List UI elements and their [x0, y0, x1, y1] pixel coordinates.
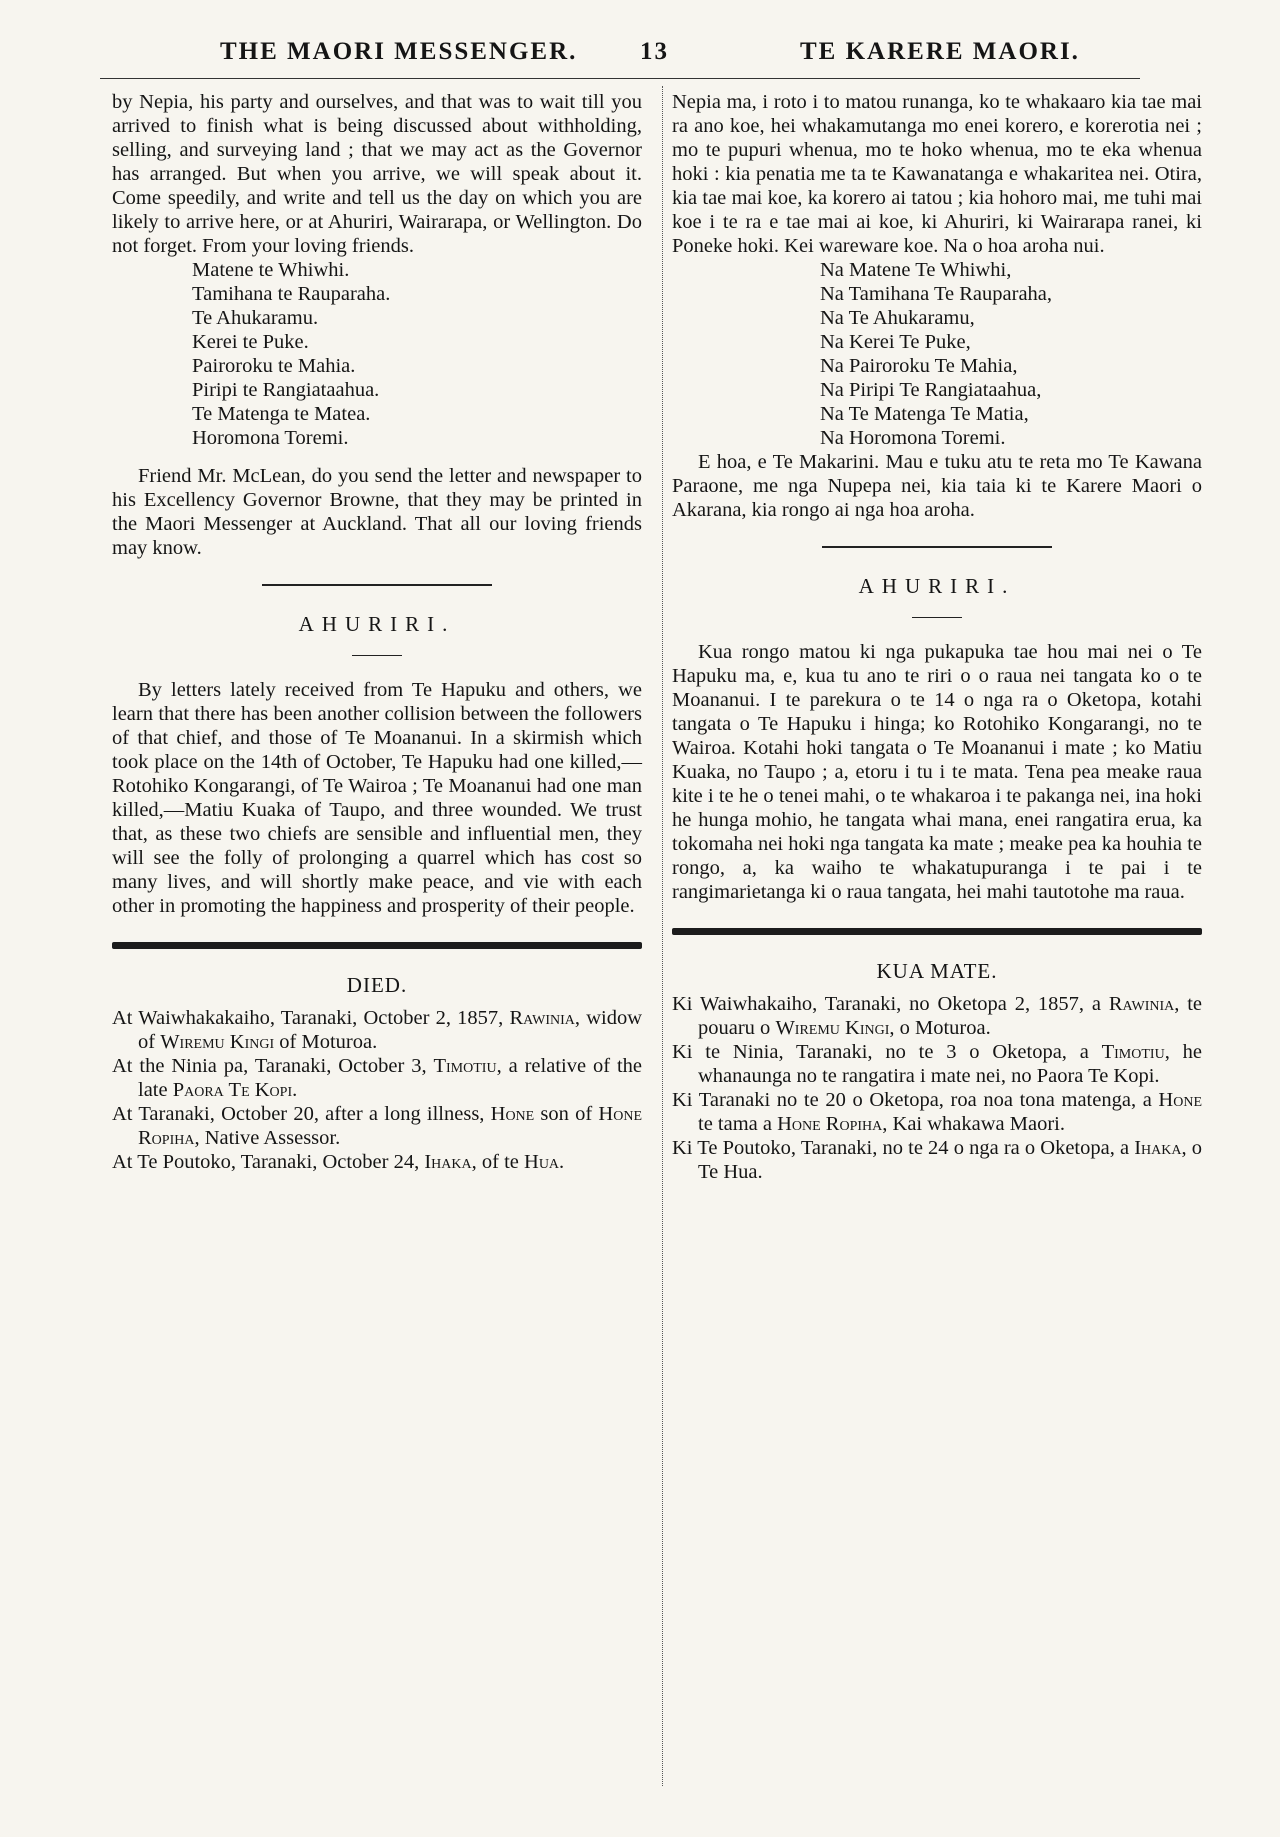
death-name: Ihaka [424, 1151, 472, 1173]
death-notice [672, 992, 1202, 1040]
page-header [100, 38, 1150, 78]
death-notice [672, 1088, 1202, 1136]
death-name: Hone [1158, 1089, 1202, 1111]
signatory: Na Tamihana Te Rauparaha, [820, 283, 1053, 305]
death-text: Ki Taranaki no te 20 o Oketopa, roa noa tona matenga, a [672, 1089, 1159, 1111]
heavy-divider [672, 928, 1202, 935]
death-name: Ihaka [1134, 1137, 1182, 1159]
signatory: Na Matene Te Whiwhi, [820, 259, 1012, 281]
deaths-title: KUA MATE. [876, 959, 998, 983]
signatory: Matene te Whiwhi. [192, 259, 350, 281]
signatory: Tamihana te Rauparaha. [192, 283, 391, 305]
death-text: , widow of [138, 1007, 642, 1053]
death-text: , o Te Hua. [698, 1137, 1202, 1183]
signatory: Na Te Ahukaramu, [820, 307, 975, 329]
section-title: AHURIRI. [298, 612, 456, 636]
death-text: At the Ninia pa, Taranaki, October 3, [112, 1055, 434, 1077]
death-name: Rawinia [1108, 993, 1175, 1015]
english-column [112, 90, 642, 1174]
postscript-paragraph: E hoa, e Te Makarini. Mau e tuku atu te reta mo Te Kawana Paraone, me nga Nupepa nei, kia taia ki te Karere Maori o Akarana, kia rongo ai nga hoa aroha. [672, 451, 1202, 521]
death-text: At Waiwhakakaiho, Taranaki, October 2, 1857, [112, 1007, 510, 1029]
death-text: , o Moturoa. [889, 1017, 991, 1039]
signatory: Na Kerei Te Puke, [820, 331, 971, 353]
title-underline [352, 655, 402, 656]
maori-column [672, 90, 1202, 1184]
signatory: Na Piripi Te Rangiataahua, [820, 379, 1042, 401]
header-english-title: THE MAORI MESSENGER. [220, 38, 578, 65]
death-notice [112, 1150, 642, 1174]
letter-paragraph: by Nepia, his party and ourselves, and that was to wait till you arrived to finish what is being discussed about withholding, selling, and surveying land ; that we may act as the Governor has arranged. But when you arrive, we will speak about it. Come speedily, and write and tell us the day on which you are likely to arrive here, or at Ahuriri, Wairarapa, or Wellington. Do not forget. From your loving friends. [112, 91, 642, 257]
death-text: At Taranaki, October 20, after a long illness, [112, 1103, 491, 1125]
header-maori-title: TE KARERE MAORI. [800, 38, 1080, 65]
signatory: Te Matenga te Matea. [192, 403, 371, 425]
death-text: , he whanaunga no te rangatira i mate nei, no Paora Te Kopi. [698, 1041, 1202, 1087]
death-text: te tama a [698, 1113, 778, 1135]
death-text: Ki te Ninia, Taranaki, no te 3 o Oketopa, a [672, 1041, 1102, 1063]
death-text: , te pouaru o [698, 993, 1203, 1039]
death-text: Ki Te Poutoko, Taranaki, no te 24 o nga ra o Oketopa, a [672, 1137, 1135, 1159]
header-page-number: 13 [640, 38, 669, 65]
signatory: Na Te Matenga Te Matia, [820, 403, 1029, 425]
signatory: Kerei te Puke. [192, 331, 309, 353]
death-name: Timotiu [433, 1055, 497, 1077]
death-name: Hone [490, 1103, 535, 1125]
signatory-list [820, 258, 1202, 450]
death-notice [672, 1040, 1202, 1088]
postscript-paragraph: Friend Mr. McLean, do you send the letter and newspaper to his Excellency Governor Browne, that they may be printed in the Maori Messenger at Auckland. That all our loving friends may know. [112, 465, 642, 559]
death-text: son of [534, 1103, 599, 1125]
section-body: By letters lately received from Te Hapuku and others, we learn that there has been another collision between the followers of that chief, and those of Te Moananui. In a skirmish which took place on the 14th of October, Te Hapuku had one killed,—Rotohiko Kongarangi, of Te Wairoa ; Te Moananui had one man killed,—Matiu Kuaka of Taupo, and three wounded. We trust that, as these two chiefs are sensible and influential men, they will see the folly of prolonging a quarrel which has cost so many lives, and will shortly make peace, and vie with each other in promoting the happiness and prosperity of their people. [112, 679, 642, 917]
death-name: Hone Ropiha [138, 1103, 642, 1149]
death-notice [112, 1054, 642, 1102]
death-text: , Kai whakawa Maori. [882, 1113, 1065, 1135]
section-divider [822, 546, 1052, 548]
death-text: of Moturoa. [274, 1031, 378, 1053]
header-divider [100, 78, 1140, 79]
death-text: At Te Poutoko, Taranaki, October 24, [112, 1151, 425, 1173]
signatory: Te Ahukaramu. [192, 307, 319, 329]
death-name: Paora Te Kopi [172, 1079, 293, 1101]
death-name: Hua [524, 1151, 560, 1173]
signatory: Piripi te Rangiataahua. [192, 379, 380, 401]
signatory: Pairoroku te Mahia. [192, 355, 356, 377]
death-text: , Native Assessor. [194, 1127, 341, 1149]
death-notice [112, 1102, 642, 1150]
death-text: , of te [471, 1151, 525, 1173]
title-underline [912, 617, 962, 618]
signatory: Na Horomona Toremi. [820, 427, 1006, 449]
death-name: Timotiu [1101, 1041, 1165, 1063]
signatory-list [192, 258, 642, 450]
section-title: AHURIRI. [858, 574, 1016, 598]
death-name: Rawinia [509, 1007, 575, 1029]
signatory: Na Pairoroku Te Mahia, [820, 355, 1018, 377]
death-notice [672, 1136, 1202, 1184]
section-divider [262, 584, 492, 586]
signatory: Horomona Toremi. [192, 427, 349, 449]
death-name: Wiremu Kingi [160, 1031, 275, 1053]
heavy-divider [112, 942, 642, 949]
death-notice [112, 1006, 642, 1054]
death-text: . [559, 1151, 565, 1173]
letter-paragraph: Nepia ma, i roto i to matou runanga, ko te whakaaro kia tae mai ra ano koe, hei whakamutanga mo enei korero, e korerotia nei ; mo te pupuri whenua, mo te hoko whenua, mo te eka whenua hoki : kia penatia me ta te Kawanatanga e whakaritea nei. Otira, kia tae mai koe, ka korero ai tatou ; kia hohoro mai, me tuhi mai koe i te ra e tae mai ai koe, ki Ahuriri, ki Wairarapa ranei, ki Poneke hoki. Kei wareware koe. Na o hoa aroha nui. [672, 91, 1202, 257]
death-text: , a relative of the late [138, 1055, 642, 1101]
death-name: Wiremu Kingi [775, 1017, 890, 1039]
death-text: Ki Waiwhakaiho, Taranaki, no Oketopa 2, 1857, a [672, 993, 1109, 1015]
death-text: . [292, 1079, 298, 1101]
death-name: Hone Ropiha [777, 1113, 883, 1135]
deaths-title: DIED. [346, 973, 408, 997]
column-divider [662, 86, 663, 1786]
section-body: Kua rongo matou ki nga pukapuka tae hou mai nei o Te Hapuku ma, e, kua tu ano te riri o o raua nei tangata ko o te Moananui. I te parekura o te 14 o nga ra o Oketopa, kotahi tangata o Te Hapuku i hinga; ko Rotohiko Kongarangi, no te Wairoa. Kotahi hoki tangata o Te Moananui i mate ; ko Matiu Kuaka, no Taupo ; a, etoru i tu i te mata. Tena pea meake raua kite i te he o tenei mahi, o te whakaroa i te pakanga nei, ina hoki he hunga mohio, he tangata whai mana, enei rangatira erua, ka tokomaha nei hoki nga tangata ka mate ; meake pea ka houhia te rongo, a, ka waiho te whakatupuranga i te pai i te rangimarietanga ki o raua tangata, hei mahi tautotohe ma raua. [672, 641, 1202, 903]
